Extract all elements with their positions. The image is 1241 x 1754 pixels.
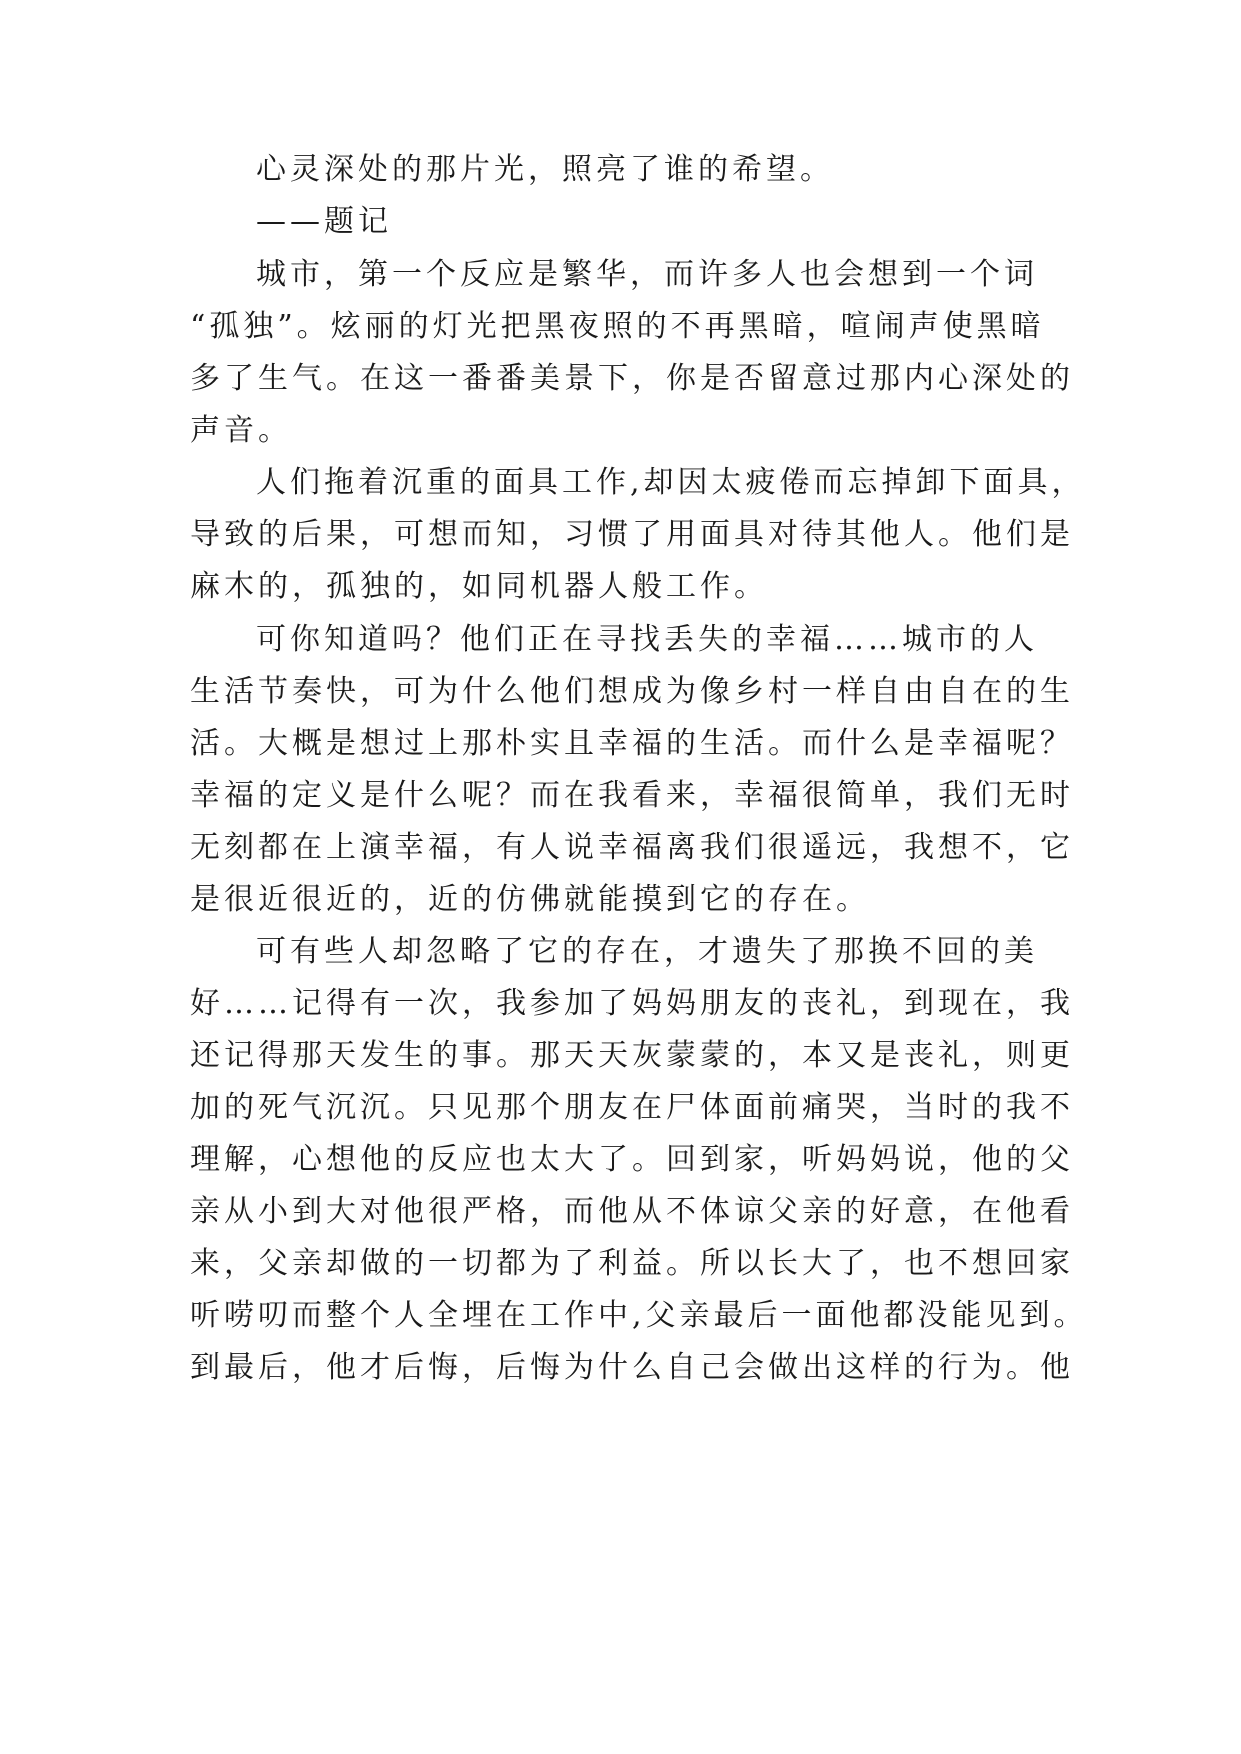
paragraph-line: “孤独”。炫丽的灯光把黑夜照的不再黑暗，喧闹声使黑暗 bbox=[190, 309, 1045, 344]
paragraph-line: 是很近很近的，近的仿佛就能摸到它的存在。 bbox=[190, 882, 870, 917]
paragraph-line: 声音。 bbox=[190, 413, 292, 448]
paragraph-line: 来，父亲却做的一切都为了利益。所以长大了，也不想回家 bbox=[190, 1246, 1074, 1281]
paragraph-line: 城市，第一个反应是繁华，而许多人也会想到一个词 bbox=[256, 257, 1038, 292]
epigraph-note: ——题记 bbox=[256, 204, 392, 239]
paragraph-line: 理解，心想他的反应也太大了。回到家，听妈妈说，他的父 bbox=[190, 1142, 1074, 1177]
paragraph-line: 可你知道吗？他们正在寻找丢失的幸福……城市的人 bbox=[256, 622, 1038, 657]
paragraph-line: 麻木的，孤独的，如同机器人般工作。 bbox=[190, 569, 768, 604]
paragraph-line: 听唠叨而整个人全埋在工作中,父亲最后一面他都没能见到。 bbox=[190, 1298, 1088, 1333]
paragraph-line: 好……记得有一次，我参加了妈妈朋友的丧礼，到现在，我 bbox=[190, 986, 1074, 1021]
paragraph-line: 幸福的定义是什么呢？而在我看来，幸福很简单，我们无时 bbox=[190, 778, 1074, 813]
paragraph-line: 还记得那天发生的事。那天天灰蒙蒙的，本又是丧礼，则更 bbox=[190, 1038, 1074, 1073]
epigraph: 心灵深处的那片光，照亮了谁的希望。 bbox=[256, 152, 834, 187]
paragraph-line: 到最后，他才后悔，后悔为什么自己会做出这样的行为。他 bbox=[190, 1350, 1074, 1385]
paragraph-line: 加的死气沉沉。只见那个朋友在尸体面前痛哭，当时的我不 bbox=[190, 1090, 1074, 1125]
paragraph-line: 多了生气。在这一番番美景下，你是否留意过那内心深处的 bbox=[190, 361, 1074, 396]
paragraph-line: 活。大概是想过上那朴实且幸福的生活。而什么是幸福呢？ bbox=[190, 726, 1074, 761]
paragraph-line: 亲从小到大对他很严格，而他从不体谅父亲的好意，在他看 bbox=[190, 1194, 1074, 1229]
paragraph-line: 人们拖着沉重的面具工作,却因太疲倦而忘掉卸下面具， bbox=[256, 465, 1086, 500]
paragraph-line: 导致的后果，可想而知，习惯了用面具对待其他人。他们是 bbox=[190, 517, 1074, 552]
paragraph-line: 可有些人却忽略了它的存在，才遗失了那换不回的美 bbox=[256, 934, 1038, 969]
paragraph-line: 生活节奏快，可为什么他们想成为像乡村一样自由自在的生 bbox=[190, 674, 1074, 709]
paragraph-line: 无刻都在上演幸福，有人说幸福离我们很遥远，我想不，它 bbox=[190, 830, 1074, 865]
